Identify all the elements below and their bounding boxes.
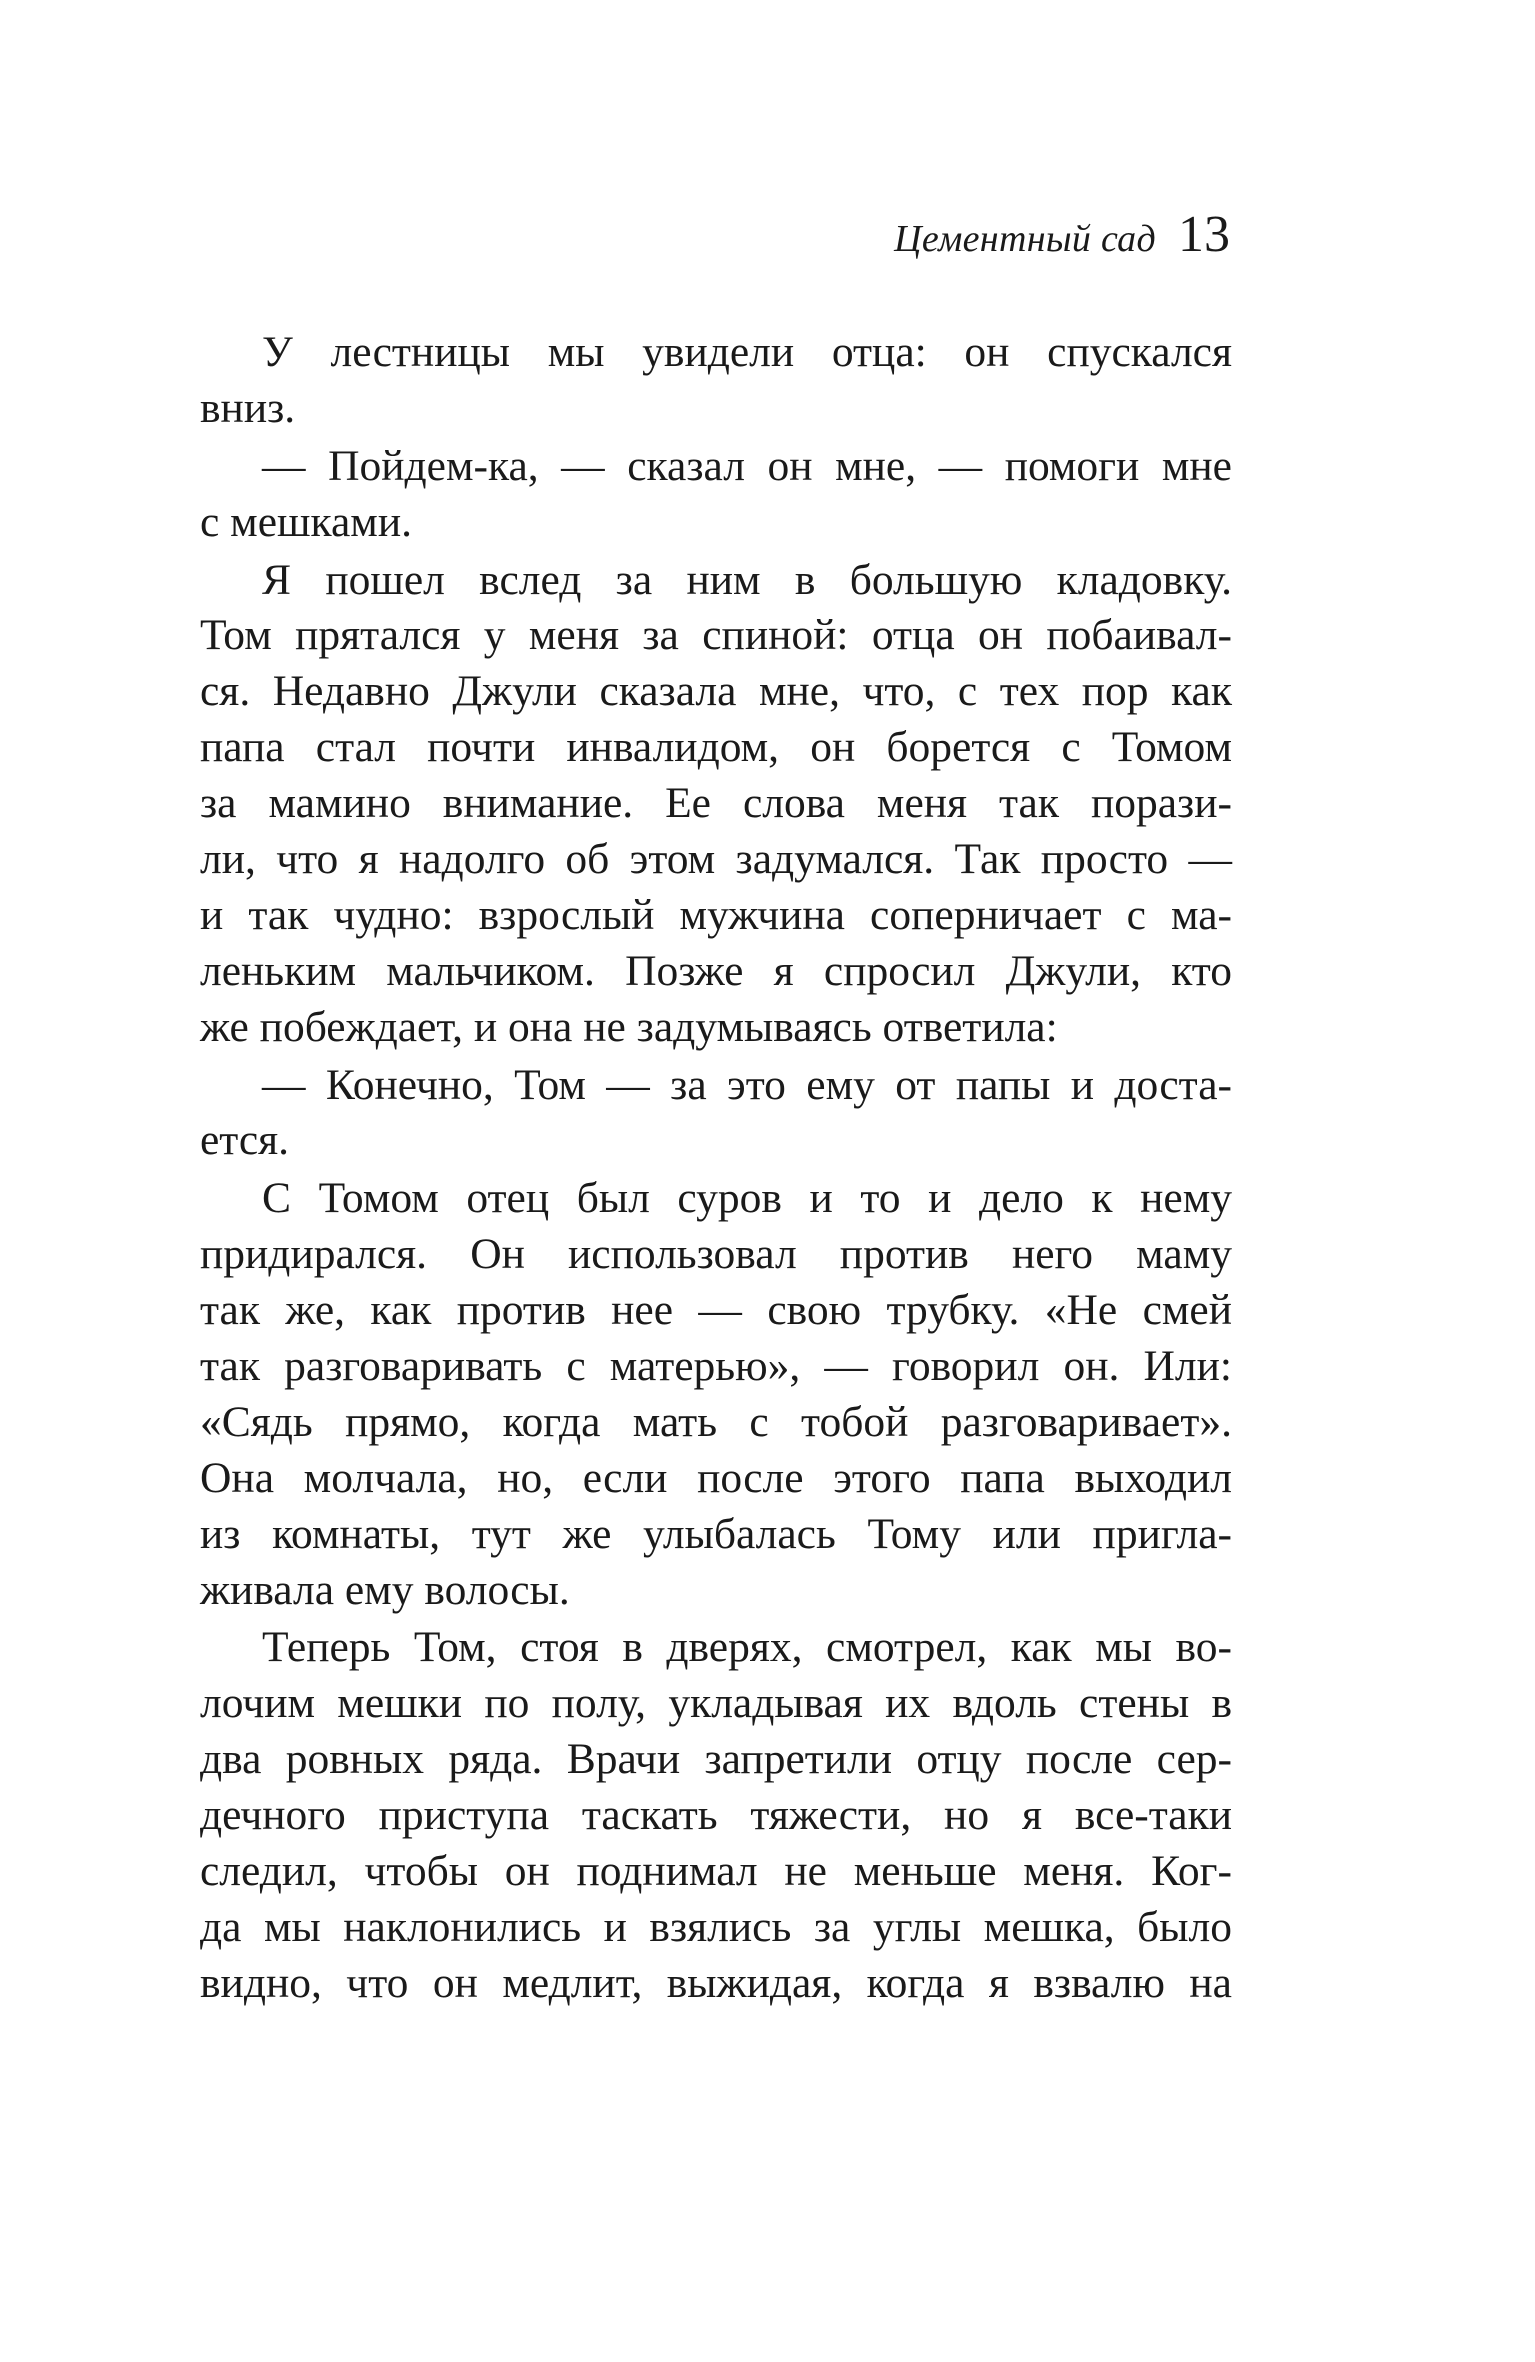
text-line: ется. [200, 1116, 290, 1165]
text-line: ли, что я надолго об этом задумался. Так просто — [200, 835, 1232, 884]
text-line: «Сядь прямо, когда мать с тобой разговаривает». [200, 1397, 1232, 1446]
text-line: и так чудно: взрослый мужчина соперничает с ма- [200, 890, 1232, 939]
text-line: Том прятался у меня за спиной: отца он побаивал- [200, 611, 1232, 660]
text-line: из комнаты, тут же улыбалась Тому или пригла- [200, 1509, 1232, 1558]
text-line: живала ему волосы. [200, 1565, 570, 1614]
paragraph [200, 325, 1232, 437]
text-line: дечного приступа таскать тяжести, но я все-таки [200, 1791, 1232, 1840]
text-line: С Томом отец был суров и то и дело к нему [262, 1174, 1232, 1223]
text-line: лочим мешки по полу, укладывая их вдоль стены в [200, 1679, 1232, 1728]
page-number: 13 [1178, 206, 1230, 263]
text-line: У лестницы мы увидели отца: он спускался [262, 328, 1232, 376]
text-line: да мы наклонились и взялись за углы мешка, было [200, 1902, 1232, 1951]
paragraph [200, 1171, 1232, 1618]
paragraph [200, 1620, 1232, 2011]
text-line: Теперь Том, стоя в дверях, смотрел, как мы во- [262, 1623, 1232, 1672]
text-line: так же, как против нее — свою трубку. «Не смей [200, 1286, 1232, 1335]
text-line: ся. Недавно Джули сказала мне, что, с тех пор как [200, 667, 1232, 716]
text-line: с мешками. [200, 497, 412, 546]
text-line: видно, что он медлит, выжидая, когда я взвалю на [200, 1958, 1232, 2007]
paragraph [200, 1058, 1232, 1170]
paragraph [200, 439, 1232, 551]
text-line: Я пошел вслед за ним в большую кладовку. [262, 555, 1232, 604]
text-line: два ровных ряда. Врачи запретили отцу после сер- [200, 1735, 1232, 1784]
text-line: придирался. Он использовал против него маму [200, 1230, 1232, 1279]
text-line: — Пойдем-ка, — сказал он мне, — помоги мне [262, 441, 1232, 490]
text-line: вниз. [200, 383, 296, 432]
paragraph [200, 553, 1232, 1056]
text-line: же побеждает, и она не задумываясь ответила: [200, 1002, 1058, 1051]
text-line: за мамино внимание. Ее слова меня так порази- [200, 779, 1232, 828]
text-line: Она молчала, но, если после этого папа выходил [200, 1453, 1232, 1502]
text-line: леньким мальчиком. Позже я спросил Джули, кто [200, 946, 1232, 995]
body-text [200, 325, 1232, 2012]
running-head [894, 205, 1230, 275]
text-line: так разговаривать с матерью», — говорил он. Или: [200, 1342, 1232, 1391]
text-line: папа стал почти инвалидом, он борется с Томом [200, 723, 1232, 772]
text-line: — Конечно, Том — за это ему от папы и доста- [262, 1060, 1232, 1109]
running-head-title: Цементный сад [894, 218, 1156, 260]
text-line: следил, чтобы он поднимал не меньше меня. Ког- [200, 1847, 1232, 1896]
